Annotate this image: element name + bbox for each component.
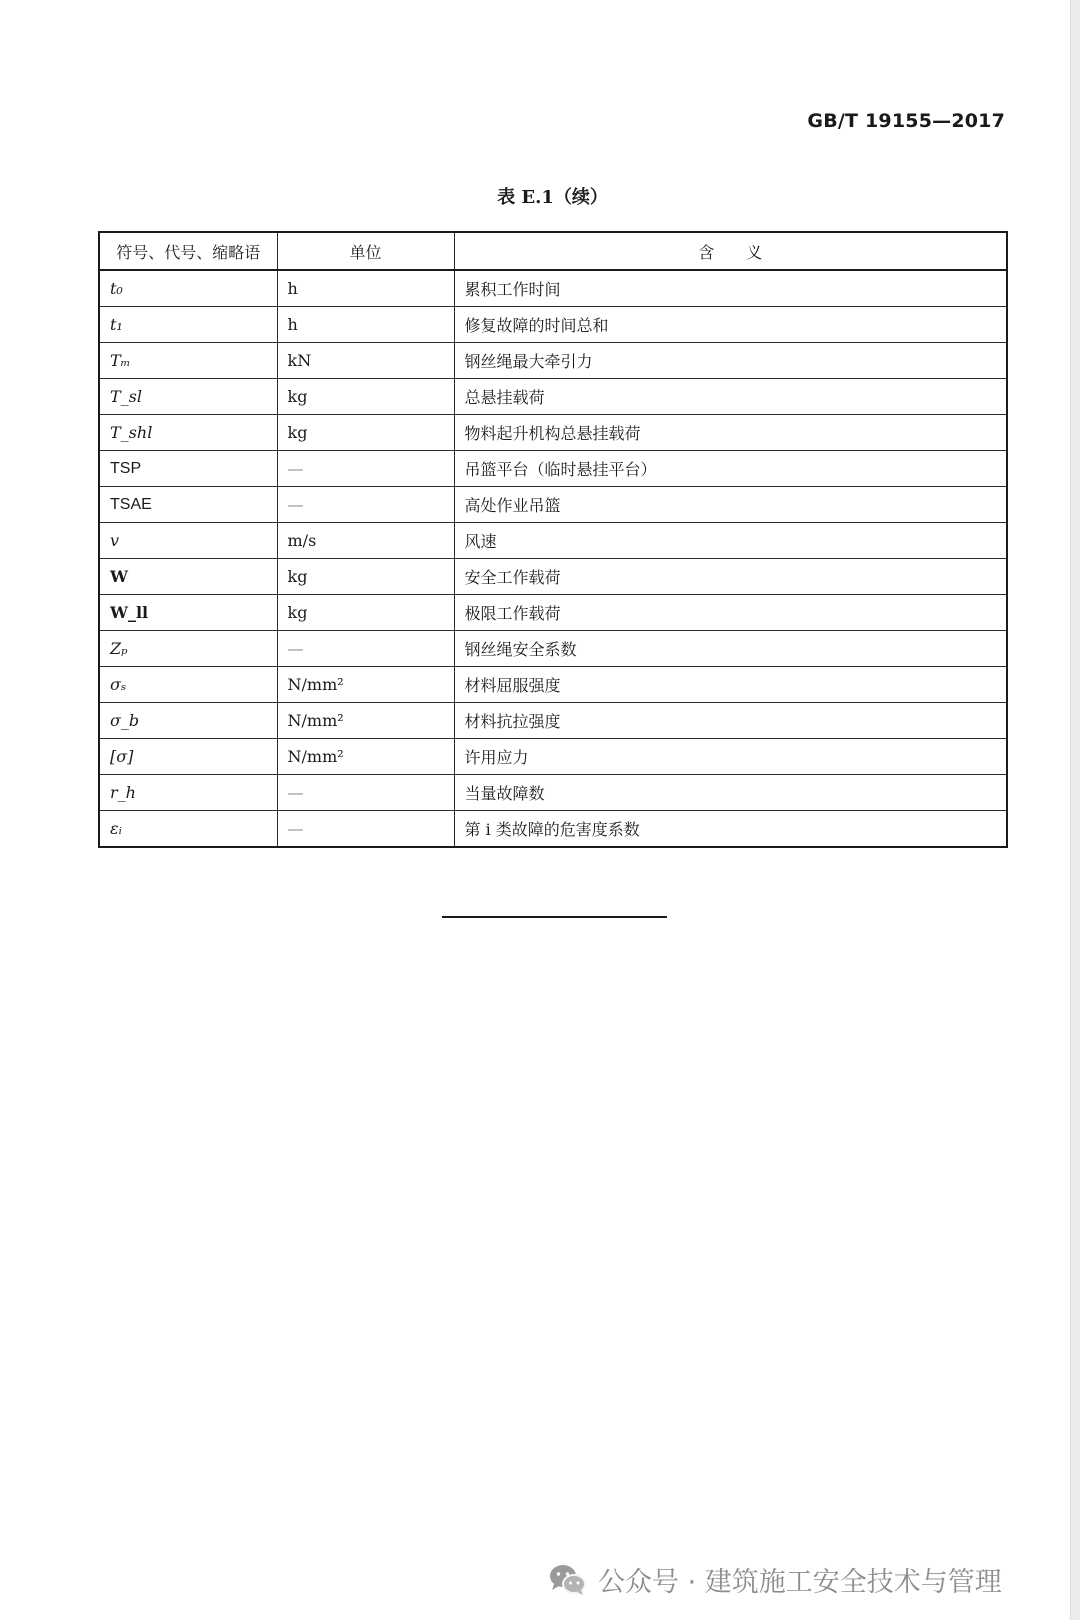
table-row <box>99 667 1007 703</box>
symbol-cell: W <box>99 559 277 595</box>
meaning-cell: 总悬挂载荷 <box>454 379 1007 415</box>
symbol-cell: TSP <box>99 451 277 487</box>
unit-cell: — <box>277 487 454 523</box>
end-of-standard-rule <box>442 916 667 918</box>
table-row <box>99 307 1007 343</box>
unit-cell: N/mm² <box>277 739 454 775</box>
symbol-cell: t₀ <box>99 270 277 307</box>
page-edge <box>1071 0 1080 1620</box>
symbol-cell: εᵢ <box>99 811 277 848</box>
table-row <box>99 775 1007 811</box>
unit-cell: h <box>277 307 454 343</box>
column-header-unit: 单位 <box>277 232 454 270</box>
meaning-cell: 安全工作载荷 <box>454 559 1007 595</box>
symbol-cell: σₛ <box>99 667 277 703</box>
symbol-cell: T_shl <box>99 415 277 451</box>
symbol-cell: Zₚ <box>99 631 277 667</box>
table-row <box>99 739 1007 775</box>
table-row <box>99 559 1007 595</box>
table-row <box>99 343 1007 379</box>
meaning-cell: 风速 <box>454 523 1007 559</box>
table-header-row <box>99 232 1007 270</box>
table-row <box>99 270 1007 307</box>
table-row <box>99 379 1007 415</box>
watermark-text: 公众号 · 建筑施工安全技术与管理 <box>598 1567 1002 1598</box>
symbol-cell: r_h <box>99 775 277 811</box>
column-header-meaning: 含 义 <box>454 232 1007 270</box>
unit-cell: kN <box>277 343 454 379</box>
column-header-symbol: 符号、代号、缩略语 <box>99 232 277 270</box>
meaning-cell: 吊篮平台（临时悬挂平台） <box>454 451 1007 487</box>
symbol-cell: Tₘ <box>99 343 277 379</box>
standard-number: GB/T 19155—2017 <box>807 110 1005 132</box>
symbol-cell: t₁ <box>99 307 277 343</box>
unit-cell: — <box>277 775 454 811</box>
symbol-cell: T_sl <box>99 379 277 415</box>
unit-cell: N/mm² <box>277 667 454 703</box>
meaning-cell: 钢丝绳最大牵引力 <box>454 343 1007 379</box>
table-row <box>99 523 1007 559</box>
meaning-cell: 修复故障的时间总和 <box>454 307 1007 343</box>
symbol-cell: [σ] <box>99 739 277 775</box>
meaning-cell: 极限工作载荷 <box>454 595 1007 631</box>
symbols-table <box>98 231 1008 848</box>
unit-cell: N/mm² <box>277 703 454 739</box>
table-row <box>99 703 1007 739</box>
meaning-cell: 累积工作时间 <box>454 270 1007 307</box>
meaning-cell: 许用应力 <box>454 739 1007 775</box>
unit-cell: kg <box>277 379 454 415</box>
table-row <box>99 631 1007 667</box>
unit-cell: m/s <box>277 523 454 559</box>
meaning-cell: 材料抗拉强度 <box>454 703 1007 739</box>
meaning-cell: 当量故障数 <box>454 775 1007 811</box>
table-row <box>99 451 1007 487</box>
table-caption: 表 E.1（续） <box>497 187 608 208</box>
wechat-watermark <box>548 1560 1002 1599</box>
unit-cell: — <box>277 451 454 487</box>
table-row <box>99 811 1007 848</box>
symbol-cell: σ_b <box>99 703 277 739</box>
meaning-cell: 钢丝绳安全系数 <box>454 631 1007 667</box>
wechat-icon <box>548 1563 588 1597</box>
meaning-cell: 第 i 类故障的危害度系数 <box>454 811 1007 848</box>
symbol-cell: W_ll <box>99 595 277 631</box>
table-row <box>99 595 1007 631</box>
unit-cell: kg <box>277 559 454 595</box>
unit-cell: kg <box>277 415 454 451</box>
symbol-cell: v <box>99 523 277 559</box>
symbol-cell: TSAE <box>99 487 277 523</box>
unit-cell: h <box>277 270 454 307</box>
unit-cell: kg <box>277 595 454 631</box>
unit-cell: — <box>277 631 454 667</box>
meaning-cell: 高处作业吊篮 <box>454 487 1007 523</box>
meaning-cell: 材料屈服强度 <box>454 667 1007 703</box>
table-row <box>99 487 1007 523</box>
table-row <box>99 415 1007 451</box>
meaning-cell: 物料起升机构总悬挂载荷 <box>454 415 1007 451</box>
unit-cell: — <box>277 811 454 848</box>
